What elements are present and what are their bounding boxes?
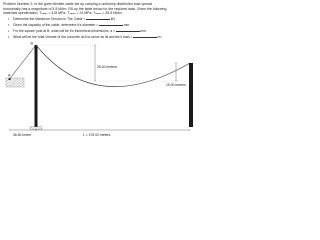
dim-label-horizontal-1: 36.80 meter [13,133,32,137]
point-b-label: B [30,41,33,46]
dim-label-horizontal-2: L = 375.00 meters [83,133,111,137]
dim-label-vertical-2: 15.00 meters [166,83,186,87]
post-b [35,45,38,127]
right-support [189,63,193,127]
dim-label-vertical-1: 25.00 meters [97,65,117,69]
bullet-icon: • [8,34,10,39]
question-unit: mm [123,23,130,28]
question-text: For the square post at B, what will be it's theoretical dimensions, a = [13,28,116,33]
question-text: Determine the Maximum Tension in The Cable = [13,17,86,22]
cable-figure [0,0,200,139]
post-b-footing [30,127,42,130]
question-unit: m³ [157,34,162,39]
bullet-icon: • [8,28,10,33]
question-unit: kN [110,17,115,22]
question-text: What will be the total Volume of the concrete at A to serve as its anchor's load = [13,34,133,39]
bullet-icon: • [8,23,10,28]
problem-line-1: Problem Number 2: In the given flexible cable set up carrying a uniformly distributed load spread [3,2,153,6]
point-a-label: A [8,73,11,78]
question-text: Given the capacity of the cable, determine it's diameter = [13,23,99,28]
bullet-icon: • [8,17,10,22]
problem-line-2: horizontally has a magnitude of 5.5 kN/m. Fill-up the table below for the required data. Given the following [3,6,167,11]
problem-line-3: materials specification, Tₐₘₐₓ = 415 MPa, Tₐₘₐₓ = 24 MPa, Tₐₘₐₓ = 25.5 kN/m³ [3,11,123,16]
question-unit: mm [140,28,146,33]
problem-page [0,0,200,139]
backstay-cable [10,45,37,79]
